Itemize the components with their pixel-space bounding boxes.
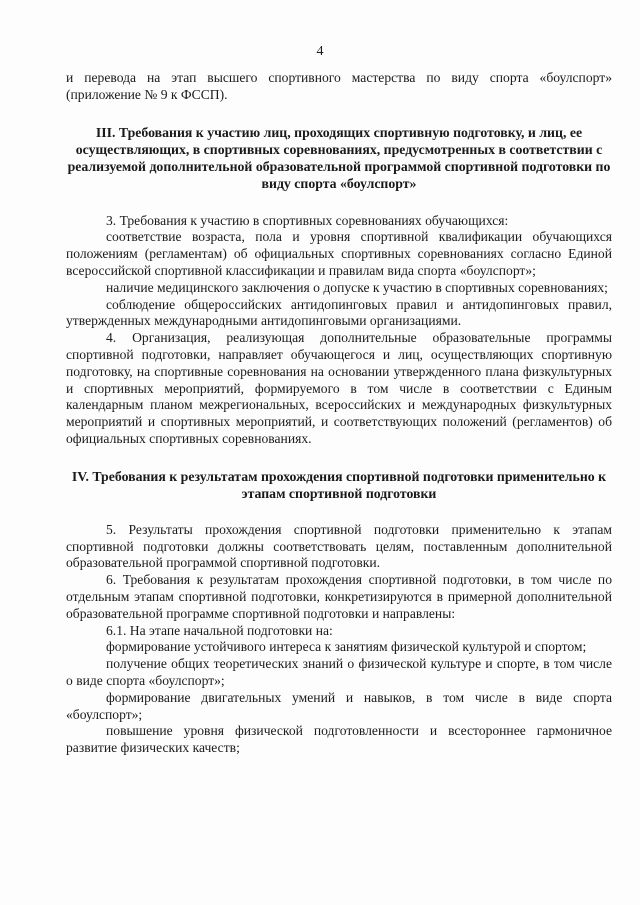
paragraph-5: 5. Результаты прохождения спортивной подготовки применительно к этапам спортивной подготовки должны соответствовать целям, поставленным дополнительной образовательной программой спортивной подготовки. <box>66 521 612 571</box>
section-heading-3: III. Требования к участию лиц, проходящих спортивную подготовку, и лиц, ее осуществляющих, в спортивных соревнованиях, предусмотренных в соответствии с реализуемой дополнительной образовательной программой спортивной подготовки по виду спорта «боулспорт» <box>67 124 611 191</box>
document-body <box>66 70 612 757</box>
paragraph-3b: наличие медицинского заключения о допуске к участию в спортивных соревнованиях; <box>106 279 608 295</box>
paragraph-6-1-d: повышение уровня физической подготовленности и всестороннее гармоничное развитие физических качеств; <box>66 723 612 756</box>
paragraph-6-1-b: получение общих теоретических знаний о физической культуре и спорте, в том числе о виде спорта «боулспорт»; <box>66 656 612 688</box>
paragraph-6-1-c: формирование двигательных умений и навыков, в том числе в виде спорта «боулспорт»; <box>66 689 612 722</box>
paragraph-4: 4. Организация, реализующая дополнительные образовательные программы спортивной подготовки, направляет обучающегося и лиц, осуществляющих спортивную подготовку, на спортивные соревнования на основании утвержденного плана физкультурных и спортивных мероприятий, формируемого в том числе в соответствии с Единым календарным планом межрегиональных, всероссийских и международных физкультурных мероприятий и спортивных мероприятий, и соответствующих положений (регламентов) об официальных спортивных соревнованиях. <box>66 330 612 446</box>
section-heading-4: IV. Требования к результатам прохождения спортивной подготовки применительно к этапам спортивной подготовки <box>71 468 607 501</box>
paragraph-6-1-a: формирование устойчивого интереса к занятиям физической культурой и спортом; <box>106 639 587 655</box>
paragraph-3c: соблюдение общероссийских антидопинговых правил и антидопинговых правил, утвержденных международными антидопинговыми организациями. <box>66 296 612 329</box>
page-number: 4 <box>316 44 324 59</box>
paragraph-3a: соответствие возраста, пола и уровня спортивной квалификации обучающихся положениям (регламентам) об официальных спортивных соревнованиях согласно Единой всероссийской спортивной классификации и правилам вида спорта «боулспорт»; <box>66 229 612 278</box>
paragraph-6: 6. Требования к результатам прохождения спортивной подготовки, в том числе по отдельным этапам спортивной подготовки, конкретизируются в примерной дополнительной образовательной программе спортивной подготовки и направлены: <box>66 572 612 621</box>
paragraph-continuation: и перевода на этап высшего спортивного мастерства по виду спорта «боулспорт» (приложение № 9 к ФССП). <box>66 70 612 102</box>
paragraph-6-1: 6.1. На этапе начальной подготовки на: <box>106 622 333 638</box>
paragraph-3: 3. Требования к участию в спортивных соревнованиях обучающихся: <box>106 212 509 228</box>
